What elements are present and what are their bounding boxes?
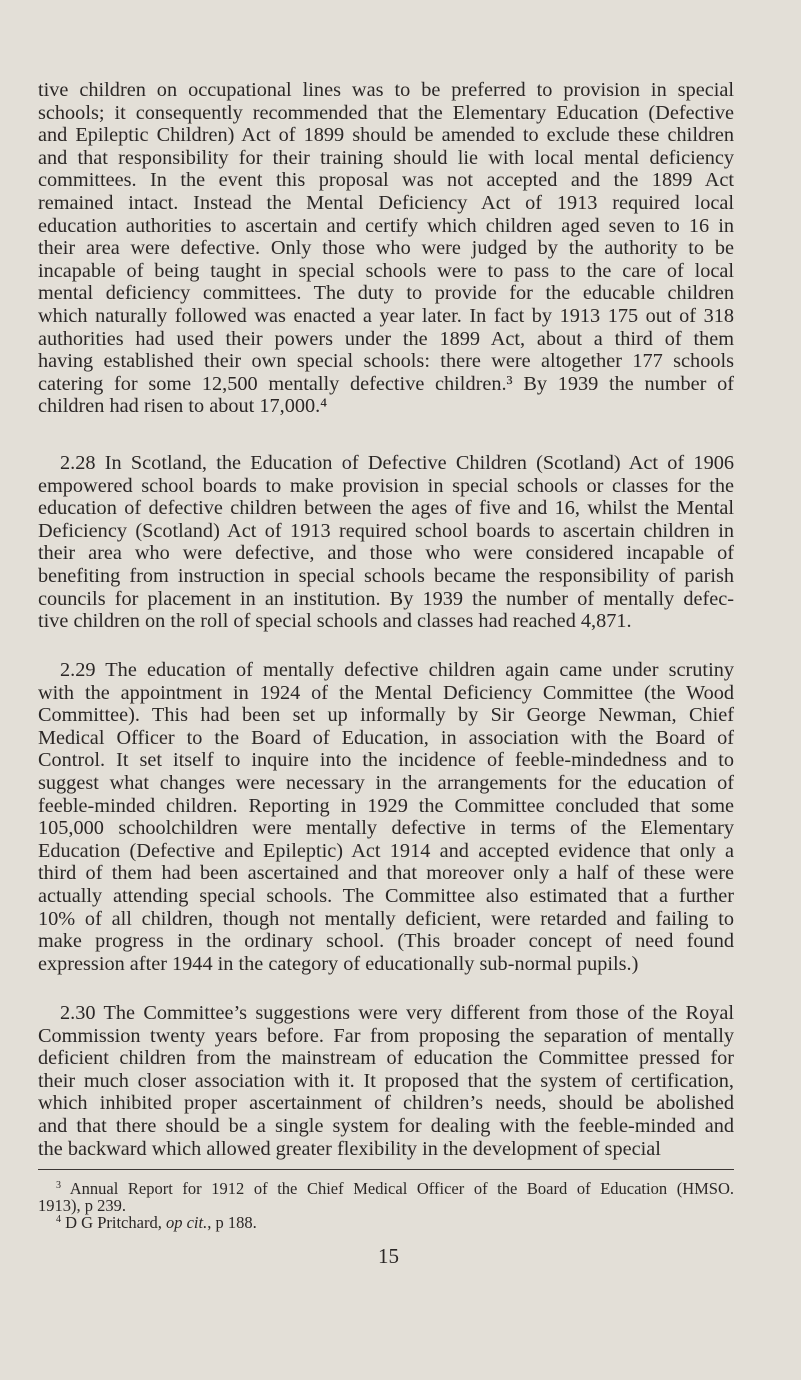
text-line: feeble-minded children. Reporting in 1929 the Committee concluded that some bbox=[38, 794, 734, 817]
text-line: Control. It set itself to inquire into the incidence of feeble-mindedness and to bbox=[38, 749, 734, 772]
text-line: Medical Officer to the Board of Education, in association with the Board of bbox=[38, 726, 734, 749]
paragraph-2-29 bbox=[38, 659, 734, 975]
text-line: their much closer association with it. It proposed that the system of certification, bbox=[38, 1069, 734, 1092]
text-line: catering for some 12,500 mentally defective children.³ By 1939 the number of bbox=[38, 372, 734, 395]
text-line: and that responsibility for their training should lie with local mental deficiency bbox=[38, 146, 734, 169]
text-line: empowered school boards to make provision in special schools or classes for the bbox=[38, 474, 734, 497]
text-line: their area were defective. Only those who were judged by the authority to be bbox=[38, 237, 734, 260]
footnote-citation: op cit. bbox=[165, 1213, 208, 1232]
footnote-text: 1913), p 239. bbox=[38, 1196, 126, 1215]
text-line: third of them had been ascertained and that moreover only a half of these were bbox=[38, 862, 734, 885]
text-line: councils for placement in an institution. By 1939 the number of mentally defec- bbox=[38, 587, 734, 610]
paragraph-2-28 bbox=[38, 452, 734, 633]
page-number: 15 bbox=[378, 1244, 399, 1268]
text-line: education authorities to ascertain and certify which children aged seven to 16 in bbox=[38, 214, 734, 237]
text-line: with the appointment in 1924 of the Mental Deficiency Committee (the Wood bbox=[38, 681, 734, 704]
footnote-3 bbox=[38, 1180, 734, 1214]
text-line: 10% of all children, though not mentally deficient, were retarded and failing to bbox=[38, 907, 734, 930]
text-line: Commission twenty years before. Far from proposing the separation of mentally bbox=[38, 1024, 734, 1047]
paragraph-2-30 bbox=[38, 1002, 734, 1160]
text-line: mental deficiency committees. The duty to provide for the educable children bbox=[38, 282, 734, 305]
text-line: and Epileptic Children) Act of 1899 should be amended to exclude these children bbox=[38, 124, 734, 147]
text-line: education of defective children between the ages of five and 16, whilst the Mental bbox=[38, 497, 734, 520]
text-line: incapable of being taught in special schools were to pass to the care of local bbox=[38, 259, 734, 282]
footnote-4 bbox=[38, 1214, 734, 1231]
text-line: which naturally followed was enacted a year later. In fact by 1913 175 out of 318 bbox=[38, 304, 734, 327]
text-line: Committee). This had been set up informally by Sir George Newman, Chief bbox=[38, 704, 734, 727]
text-line: make progress in the ordinary school. (This broader concept of need found bbox=[38, 930, 734, 953]
text-line: 105,000 schoolchildren were mentally defective in terms of the Elementary bbox=[38, 817, 734, 840]
text-line: actually attending special schools. The Committee also estimated that a further bbox=[38, 884, 734, 907]
footnote-divider bbox=[38, 1169, 734, 1170]
text-line: their area who were defective, and those who were considered incapable of bbox=[38, 542, 734, 565]
text-line: children had risen to about 17,000.⁴ bbox=[38, 395, 328, 418]
text-line: schools; it consequently recommended that the Elementary Education (Defective bbox=[38, 101, 734, 124]
text-line: benefiting from instruction in special schools became the responsibility of parish bbox=[38, 564, 734, 587]
text-line: Deficiency (Scotland) Act of 1913 required school boards to ascertain children in bbox=[38, 519, 734, 542]
footnote-text: Annual Report for 1912 of the Chief Medical Officer of the Board of Education (HMSO. bbox=[69, 1179, 734, 1198]
paragraph-continued bbox=[38, 79, 734, 418]
text-line: and that there should be a single system for dealing with the feeble-minded and bbox=[38, 1114, 734, 1137]
text-line: 2.30 The Committee’s suggestions were very different from those of the Royal bbox=[60, 1002, 734, 1024]
text-line: deficient children from the mainstream of education the Committee pressed for bbox=[38, 1047, 734, 1070]
footnote-author: D G Pritchard, bbox=[65, 1213, 166, 1232]
text-line: tive children on the roll of special schools and classes had reached 4,871. bbox=[38, 610, 632, 633]
text-line: 2.29 The education of mentally defective children again came under scrutiny bbox=[60, 659, 734, 681]
footnote-marker: 3 bbox=[56, 1180, 61, 1191]
text-line: Education (Defective and Epileptic) Act 1914 and accepted evidence that only a bbox=[38, 839, 734, 862]
text-line: committees. In the event this proposal was not accepted and the 1899 Act bbox=[38, 169, 734, 192]
text-line: suggest what changes were necessary in the arrangements for the education of bbox=[38, 771, 734, 794]
text-line: expression after 1944 in the category of educationally sub-normal pupils.) bbox=[38, 952, 639, 975]
text-line: authorities had used their powers under the 1899 Act, about a third of them bbox=[38, 327, 734, 350]
footnote-marker: 4 bbox=[56, 1214, 61, 1225]
text-line: tive children on occupational lines was to be preferred to provision in special bbox=[38, 79, 734, 101]
text-line: which inhibited proper ascertainment of children’s needs, should be abolished bbox=[38, 1092, 734, 1115]
text-line: having established their own special schools: there were altogether 177 schools bbox=[38, 350, 734, 373]
text-line: 2.28 In Scotland, the Education of Defective Children (Scotland) Act of 1906 bbox=[60, 452, 734, 474]
footnote-page: , p 188. bbox=[207, 1213, 257, 1232]
text-line: remained intact. Instead the Mental Deficiency Act of 1913 required local bbox=[38, 191, 734, 214]
text-line: the backward which allowed greater flexibility in the development of special bbox=[38, 1137, 661, 1160]
